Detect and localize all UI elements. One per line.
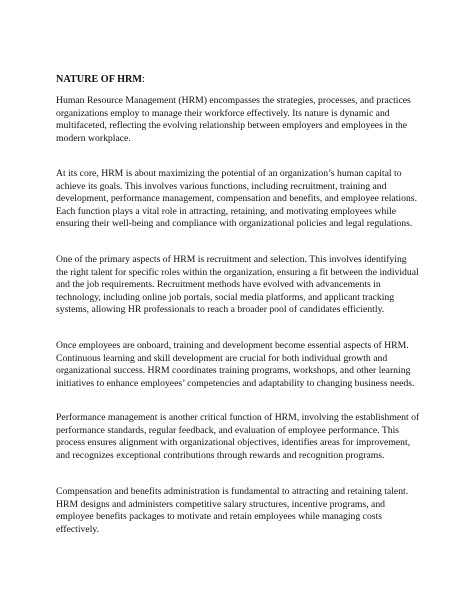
paragraph-recruitment: One of the primary aspects of HRM is recruitment and selection. This involves identifying the right talent for specific roles within the organization, ensuring a fit between the individual and the job requirements. Recruitment methods have evolved with advancements in technology, including online job portals, social media platforms, and applicant tracking systems, allowing HR professionals to reach a broader pool of candidates efficiently. bbox=[56, 254, 419, 316]
paragraph-training: Once employees are onboard, training and development become essential aspects of HRM. Continuous learning and skill development are crucial for both individual growth and organizational success. HRM coordinates training programs, workshops, and other learning initiatives to enhance employees’ competencies and adaptability to changing business needs. bbox=[56, 340, 415, 389]
paragraph-compensation: Compensation and benefits administration is fundamental to attracting and retaining talent. HRM designs and administers competitive salary structures, incentive programs, and employee benefits packages to motivate and retain employees while managing costs effectively. bbox=[56, 486, 409, 535]
paragraph-core: At its core, HRM is about maximizing the potential of an organization’s human capital to achieve its goals. This involves various functions, including recruitment, training and development, performance management, compensation and benefits, and employee relations. Each function plays a vital role in attracting, retaining, and motivating employees while ensuring their well-being and compliance with organizational policies and legal regulations. bbox=[56, 168, 417, 230]
paragraph-intro: Human Resource Management (HRM) encompasses the strategies, processes, and practices organizations employ to manage their workforce effectively. Its nature is dynamic and multifaceted, reflecting the evolving relationship between employers and employees in the modern workplace. bbox=[56, 95, 411, 144]
section-heading bbox=[56, 73, 145, 87]
section-heading-colon: : bbox=[142, 74, 145, 85]
section-heading-text: NATURE OF HRM bbox=[56, 74, 143, 85]
paragraph-performance: Performance management is another critical function of HRM, involving the establishment of performance standards, regular feedback, and evaluation of employee performance. This process ensures alignment with organizational objectives, identifies areas for improvement, and recognizes exceptional contributions through rewards and recognition programs. bbox=[56, 412, 420, 461]
